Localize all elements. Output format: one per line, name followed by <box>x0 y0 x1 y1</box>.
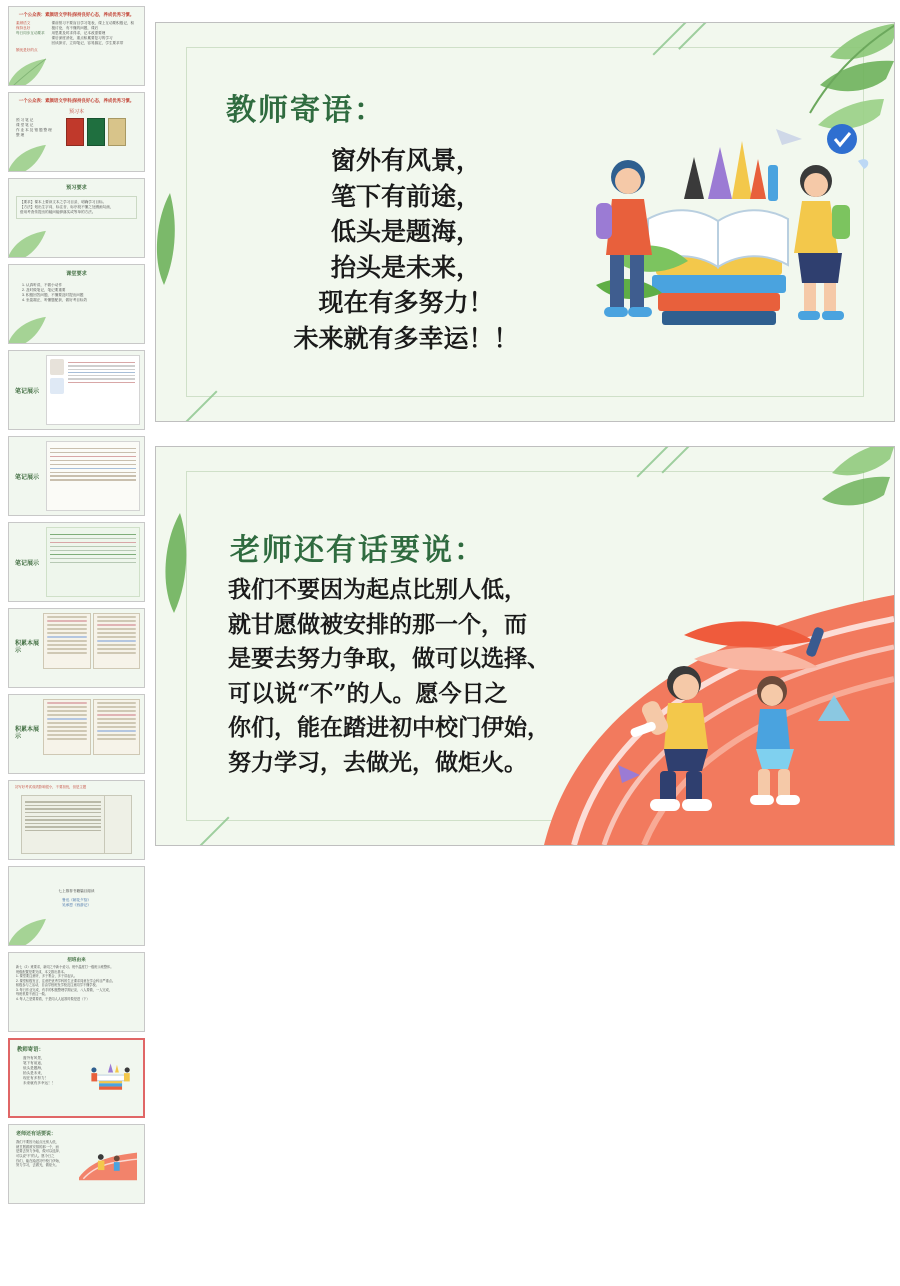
thumb-line-1: 就甘愿做被安排的那一个，而 <box>16 1144 59 1149</box>
thumb-line-0: 课前预习不要盲目学习笔表，课上互动要积极记，积极讨论，有不懂的问题，课后 <box>51 21 135 31</box>
poem-line: 现在有多努力！ <box>318 288 494 317</box>
paragraph-line: 你们，能在踏进初中校门伊始， <box>228 714 550 741</box>
poem-line: 低头是题海， <box>330 217 481 246</box>
thumb-title: 招班由来 <box>67 957 86 962</box>
thumb-line-3: 可以说“不”的人。愿今日之 <box>16 1154 55 1159</box>
thumb-red-left-1: 保持良好 <box>16 26 31 31</box>
thumb-line-1: 2. 及时做笔记，笔记要重要 <box>22 288 66 293</box>
slide-thumbnail-11[interactable] <box>8 866 145 946</box>
thumb-line-0: 1. 认真听讲，不做小动作 <box>22 283 62 287</box>
slide-thumbnail-6[interactable] <box>8 436 145 516</box>
slide-thumbnail-12[interactable] <box>8 952 145 1032</box>
note-image <box>43 613 91 669</box>
thumb-line-2: 作 业 本 及 错 题 整 理 <box>16 128 52 133</box>
leaf-icon <box>8 313 49 344</box>
thumb-line-3: 4. 坐姿端正，听懂题配套，做好考目标效 <box>22 298 88 303</box>
main-slide-2[interactable] <box>155 446 895 846</box>
thumb-title: 一个公众表：素颜语文学科|保持良好心态，养成优秀习惯。 <box>18 98 135 103</box>
thumb-line-3: 2. 课堂积极发言，注意把优秀学科的生正课求同意在学会科目严重点。 <box>16 978 116 983</box>
thumb-line-2: 课后深度消化，重点积累要复习的学习 <box>51 36 113 41</box>
thumb-line-1: 用思要及时求得求，记本改需要理 <box>51 31 106 36</box>
thumb-title: 积累本展示 <box>15 640 40 654</box>
poem-line: 窗外有风景， <box>330 146 481 175</box>
slide-thumbnail-rail[interactable] <box>0 0 151 1286</box>
poem-line: 未来就有多幸运！！ <box>293 323 519 353</box>
thumb-line-3: 整 理 <box>16 133 25 138</box>
thumb-red-right-0: 额优是好的点 <box>16 48 38 53</box>
thumb-title: 笔记展示 <box>15 474 40 481</box>
thumb-red-left-0: 素颜语文 <box>16 21 31 25</box>
thumb-line-4: 现在有多努力！ <box>23 1076 49 1081</box>
leaf-icon <box>8 141 49 172</box>
slide-thumbnail-14[interactable] <box>8 1124 145 1204</box>
thumb-line-1: 班级配置是要完成，本文推出基本。 <box>16 969 67 974</box>
slide-thumbnail-5[interactable] <box>8 350 145 430</box>
thumb-line-1: 吴承恩《西游记》 <box>62 903 91 908</box>
thumb-title: 预习要求 <box>66 185 87 191</box>
thumb-line-5: 3. 每日作业完成，有手的积极整理学期记录，八人要做，一人完成， <box>16 987 112 992</box>
thumb-line-5: 未来就有多幸运！！ <box>23 1081 56 1086</box>
slide2-paragraph <box>228 573 558 780</box>
thumb-line-0: 我们不要因为起点比别人低， <box>16 1140 59 1144</box>
note-image <box>93 699 141 755</box>
leaf-icon <box>8 915 49 946</box>
note-image <box>93 613 141 669</box>
slide1-heading: 教师寄语： <box>226 93 386 128</box>
thumb-line-2: 是要去努力争取，做可以选择、 <box>16 1149 63 1154</box>
paragraph-line: 就甘愿做被安排的那一个，而 <box>228 610 527 638</box>
thumb-title: 初写好考试成绩影响很小，不要担忧，但是主题 <box>15 785 87 789</box>
slide-thumbnail-4[interactable] <box>8 264 145 344</box>
thumb-line-6: 每班机要不意注一做。 <box>16 992 48 997</box>
thumb-line-2: 低头是题海， <box>23 1066 45 1071</box>
thumb-line-2: 3. 积极回答问题，不懂要及时提出问题 <box>22 293 84 298</box>
thumb-title: 积累本展示 <box>15 726 40 740</box>
thumb-line-4: 你们，能在踏进初中校门伊始， <box>16 1158 63 1163</box>
slide-thumbnail-9[interactable] <box>8 694 145 774</box>
thumb-title: 教师寄语： <box>17 1047 44 1053</box>
leaf-icon <box>8 227 49 258</box>
running-students-illustration <box>534 575 894 845</box>
thumb-title: 一个公众表：素颜语文学科|保持良好心态，养成优秀习惯。 <box>18 12 135 17</box>
slide-thumbnail-13[interactable] <box>8 1038 145 1118</box>
slide1-poem <box>216 143 596 356</box>
thumb-subtitle: 预习本 <box>68 109 84 115</box>
thumb-line-4: 积极参与之活动，自由学校班发学校及注意同学不懂学校。 <box>16 983 99 988</box>
slide-thumbnail-2[interactable] <box>8 92 145 172</box>
slide-thumbnail-3[interactable] <box>8 178 145 258</box>
running-students-illustration <box>79 1137 137 1185</box>
leaf-decoration-icon <box>750 446 895 557</box>
thumb-line-2: 借用考查传提出的疑问能够落实或等单的方法。 <box>20 210 96 215</box>
slide-thumbnail-1[interactable] <box>8 6 145 86</box>
slide-thumbnail-7[interactable] <box>8 522 145 602</box>
thumb-line-0: 预 习 笔 记 <box>16 118 34 122</box>
thumb-line-3: 抬头是未来， <box>23 1071 45 1076</box>
thumb-line-1: 【方法】划出生字词，标注音、标序段不懂之处圈画勾画， <box>20 205 114 210</box>
leaf-icon <box>8 55 49 86</box>
paragraph-line: 努力学习，去做光，做炬火。 <box>228 748 527 776</box>
thumb-line-0: 鲁迅《朝花夕拾》 <box>62 898 91 903</box>
thumb-line-0: 窗外有风景， <box>23 1056 45 1060</box>
paragraph-line: 我们不要因为起点比别人低， <box>228 576 527 603</box>
slide-stage <box>151 0 900 1286</box>
thumb-title: 课堂要求 <box>66 271 87 277</box>
poem-line: 抬头是未来， <box>330 252 481 282</box>
slide-thumbnail-8[interactable] <box>8 608 145 688</box>
poem-line: 笔下有前途， <box>330 181 481 211</box>
corner-line-deco <box>176 390 217 422</box>
thumb-line-1: 笔下有前途， <box>23 1061 45 1066</box>
thumb-title: 笔记展示 <box>15 388 40 395</box>
students-book-illustration <box>85 1053 136 1099</box>
paragraph-line: 可以说“不”的人。愿今日之 <box>228 679 508 707</box>
main-slide-1[interactable] <box>155 22 895 422</box>
thumb-line-0: 新七（2）班要求，新同之中新小爱习。班中温度打一级班示班整体。 <box>16 965 114 969</box>
corner-line-deco <box>188 816 229 846</box>
thumb-red-left-2: 每日同步互动要求 <box>16 31 45 36</box>
corner-line-deco <box>661 446 692 474</box>
students-with-book-illustration <box>570 107 870 357</box>
thumb-title: 笔记展示 <box>15 560 40 567</box>
thumb-line-2: 1. 课堂要注意听，多于集合，多于讲起认。 <box>16 974 77 979</box>
thumb-line-1: 课 堂 笔 记 <box>16 123 34 128</box>
slide2-heading: 老师还有话要说： <box>230 533 486 568</box>
paragraph-line: 是要去努力争取，做可以选择、 <box>228 645 550 672</box>
thumb-line-0: 【要求】课本上要读文本之学习目录、明确学习目标。 <box>20 200 107 204</box>
thumb-line-7: 4. 每人之是要要看，于是同人人起准时做是进（下） <box>16 996 90 1001</box>
thumb-line-3: 回读探讨，立即笔记，容易搞定，学生要求带 <box>51 41 124 46</box>
thumb-title: 七上推荐书籍篇目阅读 <box>58 889 95 893</box>
thumb-title: 老师还有话要说： <box>16 1131 57 1137</box>
note-image <box>43 699 91 755</box>
thumb-line-5: 努力学习，去做光，做炬火。 <box>16 1163 59 1168</box>
slide-thumbnail-10[interactable] <box>8 780 145 860</box>
